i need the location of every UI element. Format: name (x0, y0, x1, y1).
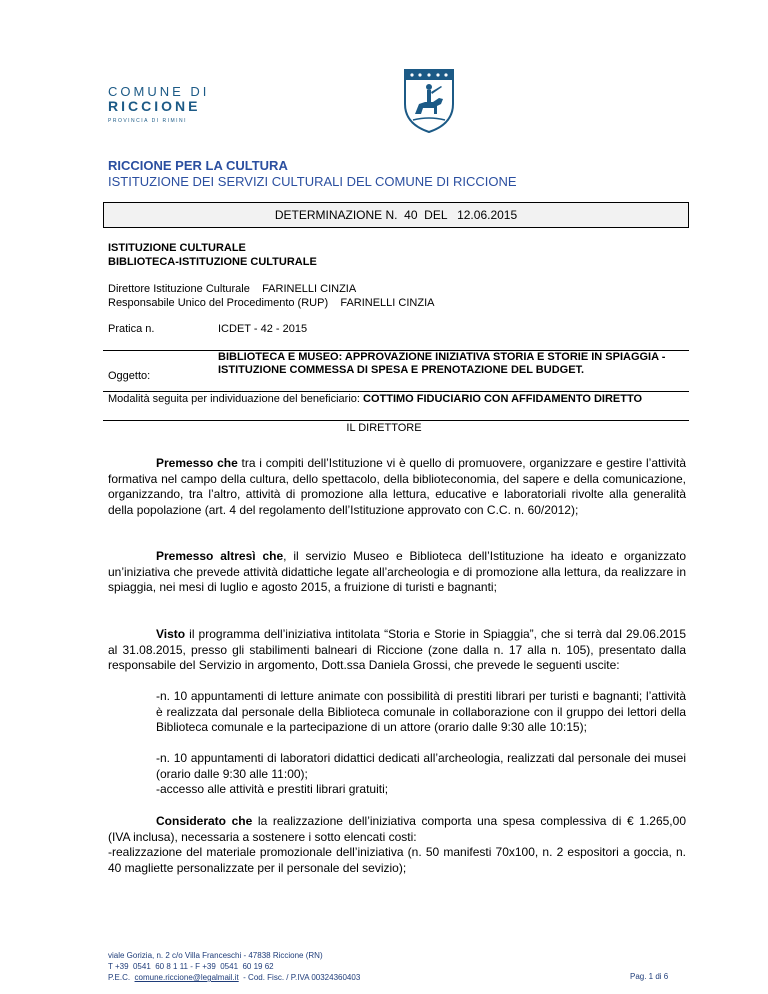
divider (103, 420, 689, 421)
pec-email-link[interactable]: comune.riccione@legalmail.it (134, 973, 239, 982)
pratica-label: Pratica n. (108, 323, 155, 335)
logo-comune-di: COMUNE DI (108, 84, 210, 99)
determination-number-box (103, 202, 689, 228)
paragraph-body: la realizzazione dell’iniziativa comporta una spesa complessiva di € 1.265,00 (IVA inclusa), necessaria a sostenere i sotto elencati costi: (108, 814, 686, 844)
paragraph-body: tra i compiti dell’Istituzione vi è quello di promuovere, organizzare e gestire l’attività formativa nel campo della cultura, dello spettacolo, della biblioteconomia, del sapere e della comunicazione, organizzando, tra l’altro, attività di promozione alla lettura, educative e laboratoriali rivolte alla generalità della popolazione (art. 4 del regolamento dell’Istituzione approvato con C.C. n. 60/2012); (108, 456, 686, 517)
paragraph-body: il programma dell’iniziativa intitolata “Storia e Storie in Spiaggia”, che si terrà dal 29.06.2015 al 31.08.2015, presso gli stabilimenti balneari di Riccione (zone dalla n. 17 alla n. 105), presentato dalla responsabile del Servizio in argomento, Dott.ssa Daniela Grossi, che prevede le seguenti uscite: (108, 627, 686, 672)
logo-riccione: RICCIONE (108, 98, 201, 114)
subject-text: BIBLIOTECA E MUSEO: APPROVAZIONE INIZIATIVA STORIA E STORIE IN SPIAGGIA - ISTITUZIONE COMMESSA DI SPESA E PRENOTAZIONE DEL BUDGET. (218, 351, 666, 376)
list-item: -n. 10 appuntamenti di laboratori didattici dedicati all’archeologia, realizzati dal personale dei musei (orario dalle 9:30 alle 11:00); (156, 751, 686, 781)
footer-address-line: viale Gorizia, n. 2 c/o Villa Franceschi - 47838 Riccione (RN) (108, 951, 323, 960)
footer-pec-label: P.E.C. (108, 973, 135, 982)
coat-of-arms-icon (403, 68, 455, 133)
determination-number: DETERMINAZIONE N. 40 DEL 12.06.2015 (274, 208, 518, 222)
footer-tax-code: - Cod. Fisc. / P.IVA 00324360403 (238, 973, 361, 982)
paragraph-lead: Visto (156, 627, 186, 641)
list-item: -accesso alle attività e prestiti librari gratuiti; (156, 782, 389, 796)
institution-subtitle: ISTITUZIONE DEI SERVIZI CULTURALI DEL COMUNE DI RICCIONE (108, 174, 517, 189)
il-direttore-heading: IL DIRETTORE (346, 422, 422, 434)
beneficiary-mode-value: COTTIMO FIDUCIARIO CON AFFIDAMENTO DIRETTO (363, 393, 643, 405)
footer-phone-line: T +39 0541 60 8 1 11 - F +39 0541 60 19 62 (108, 962, 274, 971)
paragraph-lead: Premesso altresì che (156, 549, 284, 563)
paragraph-premesso (108, 456, 686, 518)
paragraph-visto (108, 627, 686, 674)
page-number: Pag. 1 di 6 (630, 972, 669, 981)
subject-label: Oggetto: (108, 370, 151, 382)
pratica-value: ICDET - 42 - 2015 (218, 323, 308, 335)
paragraph-lead: Considerato che (156, 814, 253, 828)
beneficiary-mode (108, 393, 688, 406)
paragraph-body: , il servizio Museo e Biblioteca dell’Istituzione ha ideato e organizzato un’iniziativa che prevede attività didattiche legate all’archeologia e di promozione alla lettura, da realizzare in spiaggia, nei mesi di luglio e agosto 2015, a fruizione di turisti e bagnanti; (108, 549, 686, 594)
section-line1: ISTITUZIONE CULTURALE (108, 242, 246, 254)
institution-title: RICCIONE PER LA CULTURA (108, 158, 288, 173)
paragraph-premesso-altresi (108, 549, 686, 596)
footer-address (108, 950, 360, 983)
beneficiary-mode-label: Modalità seguita per individuazione del beneficiario: (108, 393, 363, 405)
rup-line: Responsabile Unico del Procedimento (RUP) FARINELLI CINZIA (108, 297, 435, 309)
list-item: -n. 10 appuntamenti di letture animate con possibilità di prestiti librari per turisti e bagnanti; l’attività è realizzata dal personale della Biblioteca comunale in collaborazione con il gruppo dei lettori della Biblioteca comunale e la partecipazione di un attore (orario dalle 9:30 alle 10:15); (156, 689, 686, 734)
director-line: Direttore Istituzione Culturale FARINELLI CINZIA (108, 283, 357, 295)
paragraph-costs: -realizzazione del materiale promozionale dell’iniziativa (n. 50 manifesti 70x100, n. 2 espositori a goccia, n. 40 magliette personalizzate per il personale del sevizio); (108, 845, 686, 875)
section-line2: BIBLIOTECA-ISTITUZIONE CULTURALE (108, 256, 317, 268)
paragraph-lead: Premesso che (156, 456, 238, 470)
logo-provincia: PROVINCIA DI RIMINI (108, 118, 188, 124)
footer-pec-line (108, 972, 360, 983)
paragraph-considerato (108, 814, 686, 845)
